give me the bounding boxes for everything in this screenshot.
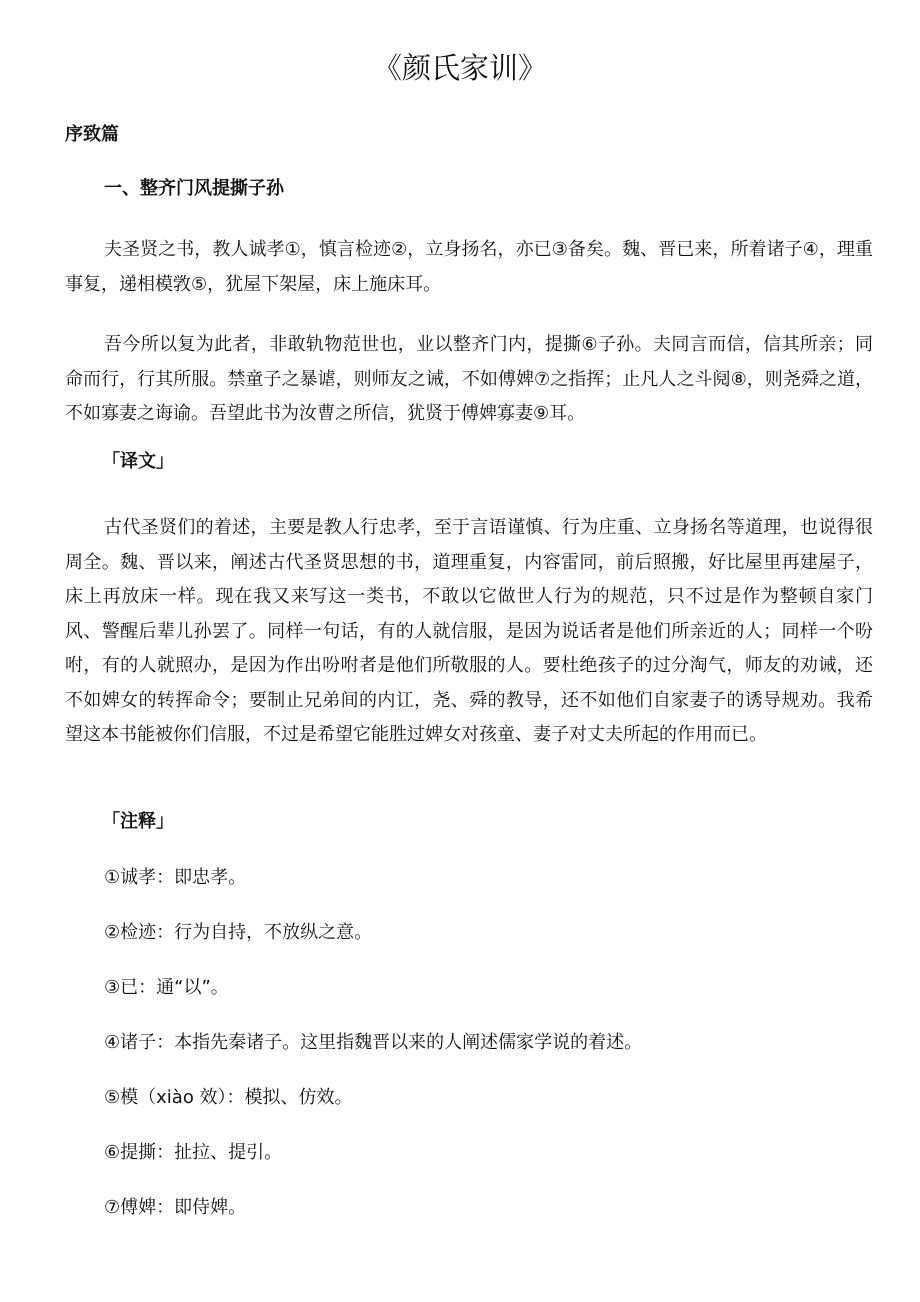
subheading: 一、整齐门风提撕子孙	[104, 178, 284, 199]
note-item: ②检迹：行为自持，不放纵之意。	[104, 922, 373, 943]
original-paragraph-2: 吾今所以复为此者，非敢轨物范世也，业以整齐门内，提撕⑥子孙。夫同言而信，信其所亲；同命而行，行其所服。禁童子之暴谑，则师友之诫，不如傅婢⑦之指挥；止凡人之斗阋⑧，则尧舜之道，不如寡妻之诲谕。吾望此书为汝曹之所信，犹贤于傅婢寡妻⑨耳。	[65, 334, 873, 424]
section-heading: 序致篇	[65, 124, 119, 145]
note-item: ④诸子：本指先秦诸子。这里指魏晋以来的人阐述儒家学说的着述。	[104, 1032, 643, 1053]
note-item: ⑥提撕：扯拉、提引。	[104, 1142, 283, 1163]
translation-label: 「译文」	[102, 451, 174, 472]
document-title: 《颜氏家训》	[372, 51, 547, 85]
note-item: ③已：通“以”。	[104, 977, 229, 998]
translation-paragraph: 古代圣贤们的着述，主要是教人行忠孝，至于言语谨慎、行为庄重、立身扬名等道理，也说得很周全。魏、晋以来，阐述古代圣贤思想的书，道理重复，内容雷同，前后照搬，好比屋里再建屋子，床上再放床一样。现在我又来写这一类书，不敢以它做世人行为的规范，只不过是作为整顿自家门风、警醒后辈儿孙罢了。同样一句话，有的人就信服，是因为说话者是他们所亲近的人；同样一个吩咐，有的人就照办，是因为作出吩咐者是他们所敬服的人。要杜绝孩子的过分淘气，师友的劝诫，还不如婢女的转挥命令；要制止兄弟间的内讧，尧、舜的教导，还不如他们自家妻子的诱导规劝。我希望这本书能被你们信服，不过是希望它能胜过婢女对孩童、妻子对丈夫所起的作用而已。	[65, 517, 873, 745]
notes-label: 「注释」	[102, 811, 174, 832]
note-item: ①诚孝：即忠孝。	[104, 867, 247, 888]
original-paragraph-1: 夫圣贤之书，教人诚孝①，慎言检迹②，立身扬名，亦已③备矣。魏、晋已来，所着诸子④，理重事复，递相模敩⑤，犹屋下架屋，床上施床耳。	[65, 239, 873, 295]
note-item: ⑦傅婢：即侍婢。	[104, 1197, 247, 1218]
note-item: ⑤模（xiào 效）：模拟、仿效。	[104, 1087, 353, 1108]
